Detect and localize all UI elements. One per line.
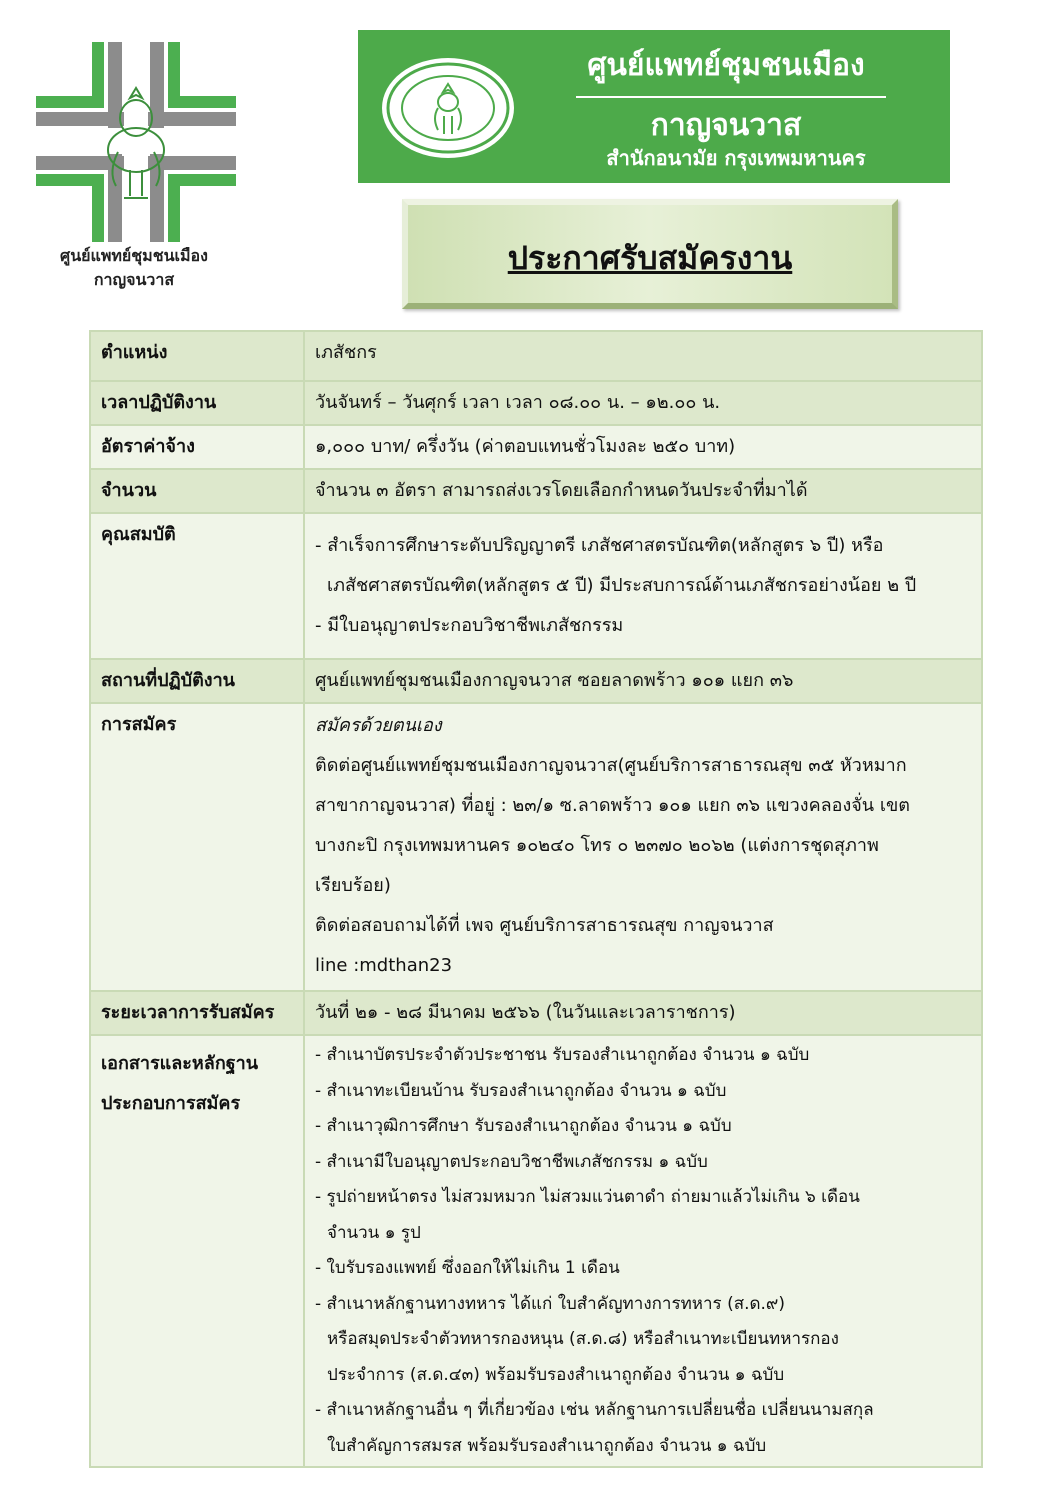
logo-caption-line1: ศูนย์แพทย์ชุมชนเมือง xyxy=(60,246,208,265)
document-item: - ใบรับรองแพทย์ ซึ่งออกให้ไม่เกิน 1 เดือน xyxy=(315,1258,620,1278)
position-value: เภสัชกร xyxy=(304,331,982,381)
documents-value xyxy=(304,1035,982,1467)
table-row-documents xyxy=(90,1035,982,1467)
document-item: จำนวน ๑ รูป xyxy=(327,1222,421,1243)
document-item: - สำเนาทะเบียนบ้าน รับรองสำเนาถูกต้อง จำนวน ๑ ฉบับ xyxy=(315,1080,727,1101)
job-details-table xyxy=(89,330,983,1468)
logo-caption xyxy=(34,244,234,292)
application-line: ติดต่อศูนย์แพทย์ชุมชนเมืองกาญจนวาส(ศูนย์บริการสาธารณสุข ๓๕ หัวหมาก xyxy=(315,755,907,776)
qualifications-label: คุณสมบัติ xyxy=(90,513,304,659)
document-item: - รูปถ่ายหน้าตรง ไม่สวมหมวก ไม่สวมแว่นตาดำ ถ่ายมาแล้วไม่เกิน ๖ เดือน xyxy=(315,1187,860,1207)
documents-label-line2: ประกอบการสมัคร xyxy=(101,1093,241,1114)
quantity-label: จำนวน xyxy=(90,469,304,513)
application-line: เรียบร้อย) xyxy=(315,875,391,896)
table-row-qualifications xyxy=(90,513,982,659)
table-row-position xyxy=(90,331,982,381)
table-row-application xyxy=(90,703,982,991)
banner-organization: สำนักอนามัย กรุงเทพมหานคร xyxy=(606,146,866,170)
quantity-value: จำนวน ๓ อัตรา สามารถส่งเวรโดยเลือกกำหนดวันประจำที่มาได้ xyxy=(304,469,982,513)
working-hours-label: เวลาปฏิบัติงาน xyxy=(90,381,304,425)
document-item: - สำเนาหลักฐานทางทหาร ได้แก่ ใบสำคัญทางการทหาร (ส.ด.๙) xyxy=(315,1293,786,1314)
document-item: ประจำการ (ส.ด.๔๓) พร้อมรับรองสำเนาถูกต้อง จำนวน ๑ ฉบับ xyxy=(327,1364,785,1385)
logo-caption-line2: กาญจนวาส xyxy=(93,270,175,289)
wage-label: อัตราค่าจ้าง xyxy=(90,425,304,469)
header-banner xyxy=(358,30,950,183)
bangkok-seal-icon xyxy=(380,56,516,160)
document-item: - สำเนาวุฒิการศึกษา รับรองสำเนาถูกต้อง จำนวน ๑ ฉบับ xyxy=(315,1116,732,1136)
document-item: - สำเนาหลักฐานอื่น ๆ ที่เกี่ยวข้อง เช่น หลักฐานการเปลี่ยนชื่อ เปลี่ยนนามสกุล xyxy=(315,1400,874,1420)
qualification-line: - สำเร็จการศึกษาระดับปริญญาตรี เภสัชศาสตรบัณฑิต(หลักสูตร ๖ ปี) หรือ xyxy=(315,535,884,556)
banner-title: ศูนย์แพทย์ชุมชนเมือง xyxy=(587,48,865,83)
documents-label xyxy=(90,1035,304,1467)
period-label: ระยะเวลาการรับสมัคร xyxy=(90,991,304,1035)
application-label: การสมัคร xyxy=(90,703,304,991)
workplace-value: ศูนย์แพทย์ชุมชนเมืองกาญจนวาส ซอยลาดพร้าว ๑๐๑ แยก ๓๖ xyxy=(304,659,982,703)
banner-subtitle: กาญจนวาส xyxy=(650,108,802,143)
application-line: ติดต่อสอบถามได้ที่ เพจ ศูนย์บริการสาธารณสุข กาญจนวาส xyxy=(315,915,774,936)
table-row-wage xyxy=(90,425,982,469)
announcement-heading-box xyxy=(402,199,898,309)
application-line: สาขากาญจนวาส) ที่อยู่ : ๒๓/๑ ซ.ลาดพร้าว ๑๐๑ แยก ๓๖ แขวงคลองจั่น เขต xyxy=(315,795,910,816)
position-label: ตำแหน่ง xyxy=(90,331,304,381)
application-method: สมัครด้วยตนเอง xyxy=(315,715,442,736)
qualification-line: - มีใบอนุญาตประกอบวิชาชีพเภสัชกรรม xyxy=(315,615,624,636)
table-row-workplace xyxy=(90,659,982,703)
document-item: ใบสำคัญการสมรส พร้อมรับรองสำเนาถูกต้อง จำนวน ๑ ฉบับ xyxy=(327,1435,767,1456)
cross-logo-icon xyxy=(34,40,238,244)
documents-label-line1: เอกสารและหลักฐาน xyxy=(101,1053,259,1074)
announcement-heading: ประกาศรับสมัครงาน xyxy=(507,239,793,277)
workplace-label: สถานที่ปฏิบัติงาน xyxy=(90,659,304,703)
application-value xyxy=(304,703,982,991)
application-line: บางกะปิ กรุงเทพมหานคร ๑๐๒๔๐ โทร ๐ ๒๓๗๐ ๒๐๖๒ (แต่งการชุดสุภาพ xyxy=(315,835,879,856)
document-item: หรือสมุดประจำตัวทหารกองหนุน (ส.ด.๘) หรือสำเนาทะเบียนทหารกอง xyxy=(327,1329,839,1349)
table-row-quantity xyxy=(90,469,982,513)
period-value: วันที่ ๒๑ - ๒๘ มีนาคม ๒๕๖๖ (ในวันและเวลาราชการ) xyxy=(304,991,982,1035)
clinic-logo xyxy=(34,40,238,290)
application-line: line :mdthan23 xyxy=(315,955,453,976)
table-row-period xyxy=(90,991,982,1035)
document-item: - สำเนาบัตรประจำตัวประชาชน รับรองสำเนาถูกต้อง จำนวน ๑ ฉบับ xyxy=(315,1045,810,1065)
qualification-line: เภสัชศาสตรบัณฑิต(หลักสูตร ๕ ปี) มีประสบการณ์ด้านเภสัชกรอย่างน้อย ๒ ปี xyxy=(327,575,917,596)
document-item: - สำเนามีใบอนุญาตประกอบวิชาชีพเภสัชกรรม ๑ ฉบับ xyxy=(315,1151,708,1172)
banner-divider xyxy=(576,96,886,98)
table-row-working-hours xyxy=(90,381,982,425)
wage-value: ๑,๐๐๐ บาท/ ครึ่งวัน (ค่าตอบแทนชั่วโมงละ ๒๕๐ บาท) xyxy=(304,425,982,469)
qualifications-value xyxy=(304,513,982,659)
working-hours-value: วันจันทร์ – วันศุกร์ เวลา เวลา ๐๘.๐๐ น. – ๑๒.๐๐ น. xyxy=(304,381,982,425)
